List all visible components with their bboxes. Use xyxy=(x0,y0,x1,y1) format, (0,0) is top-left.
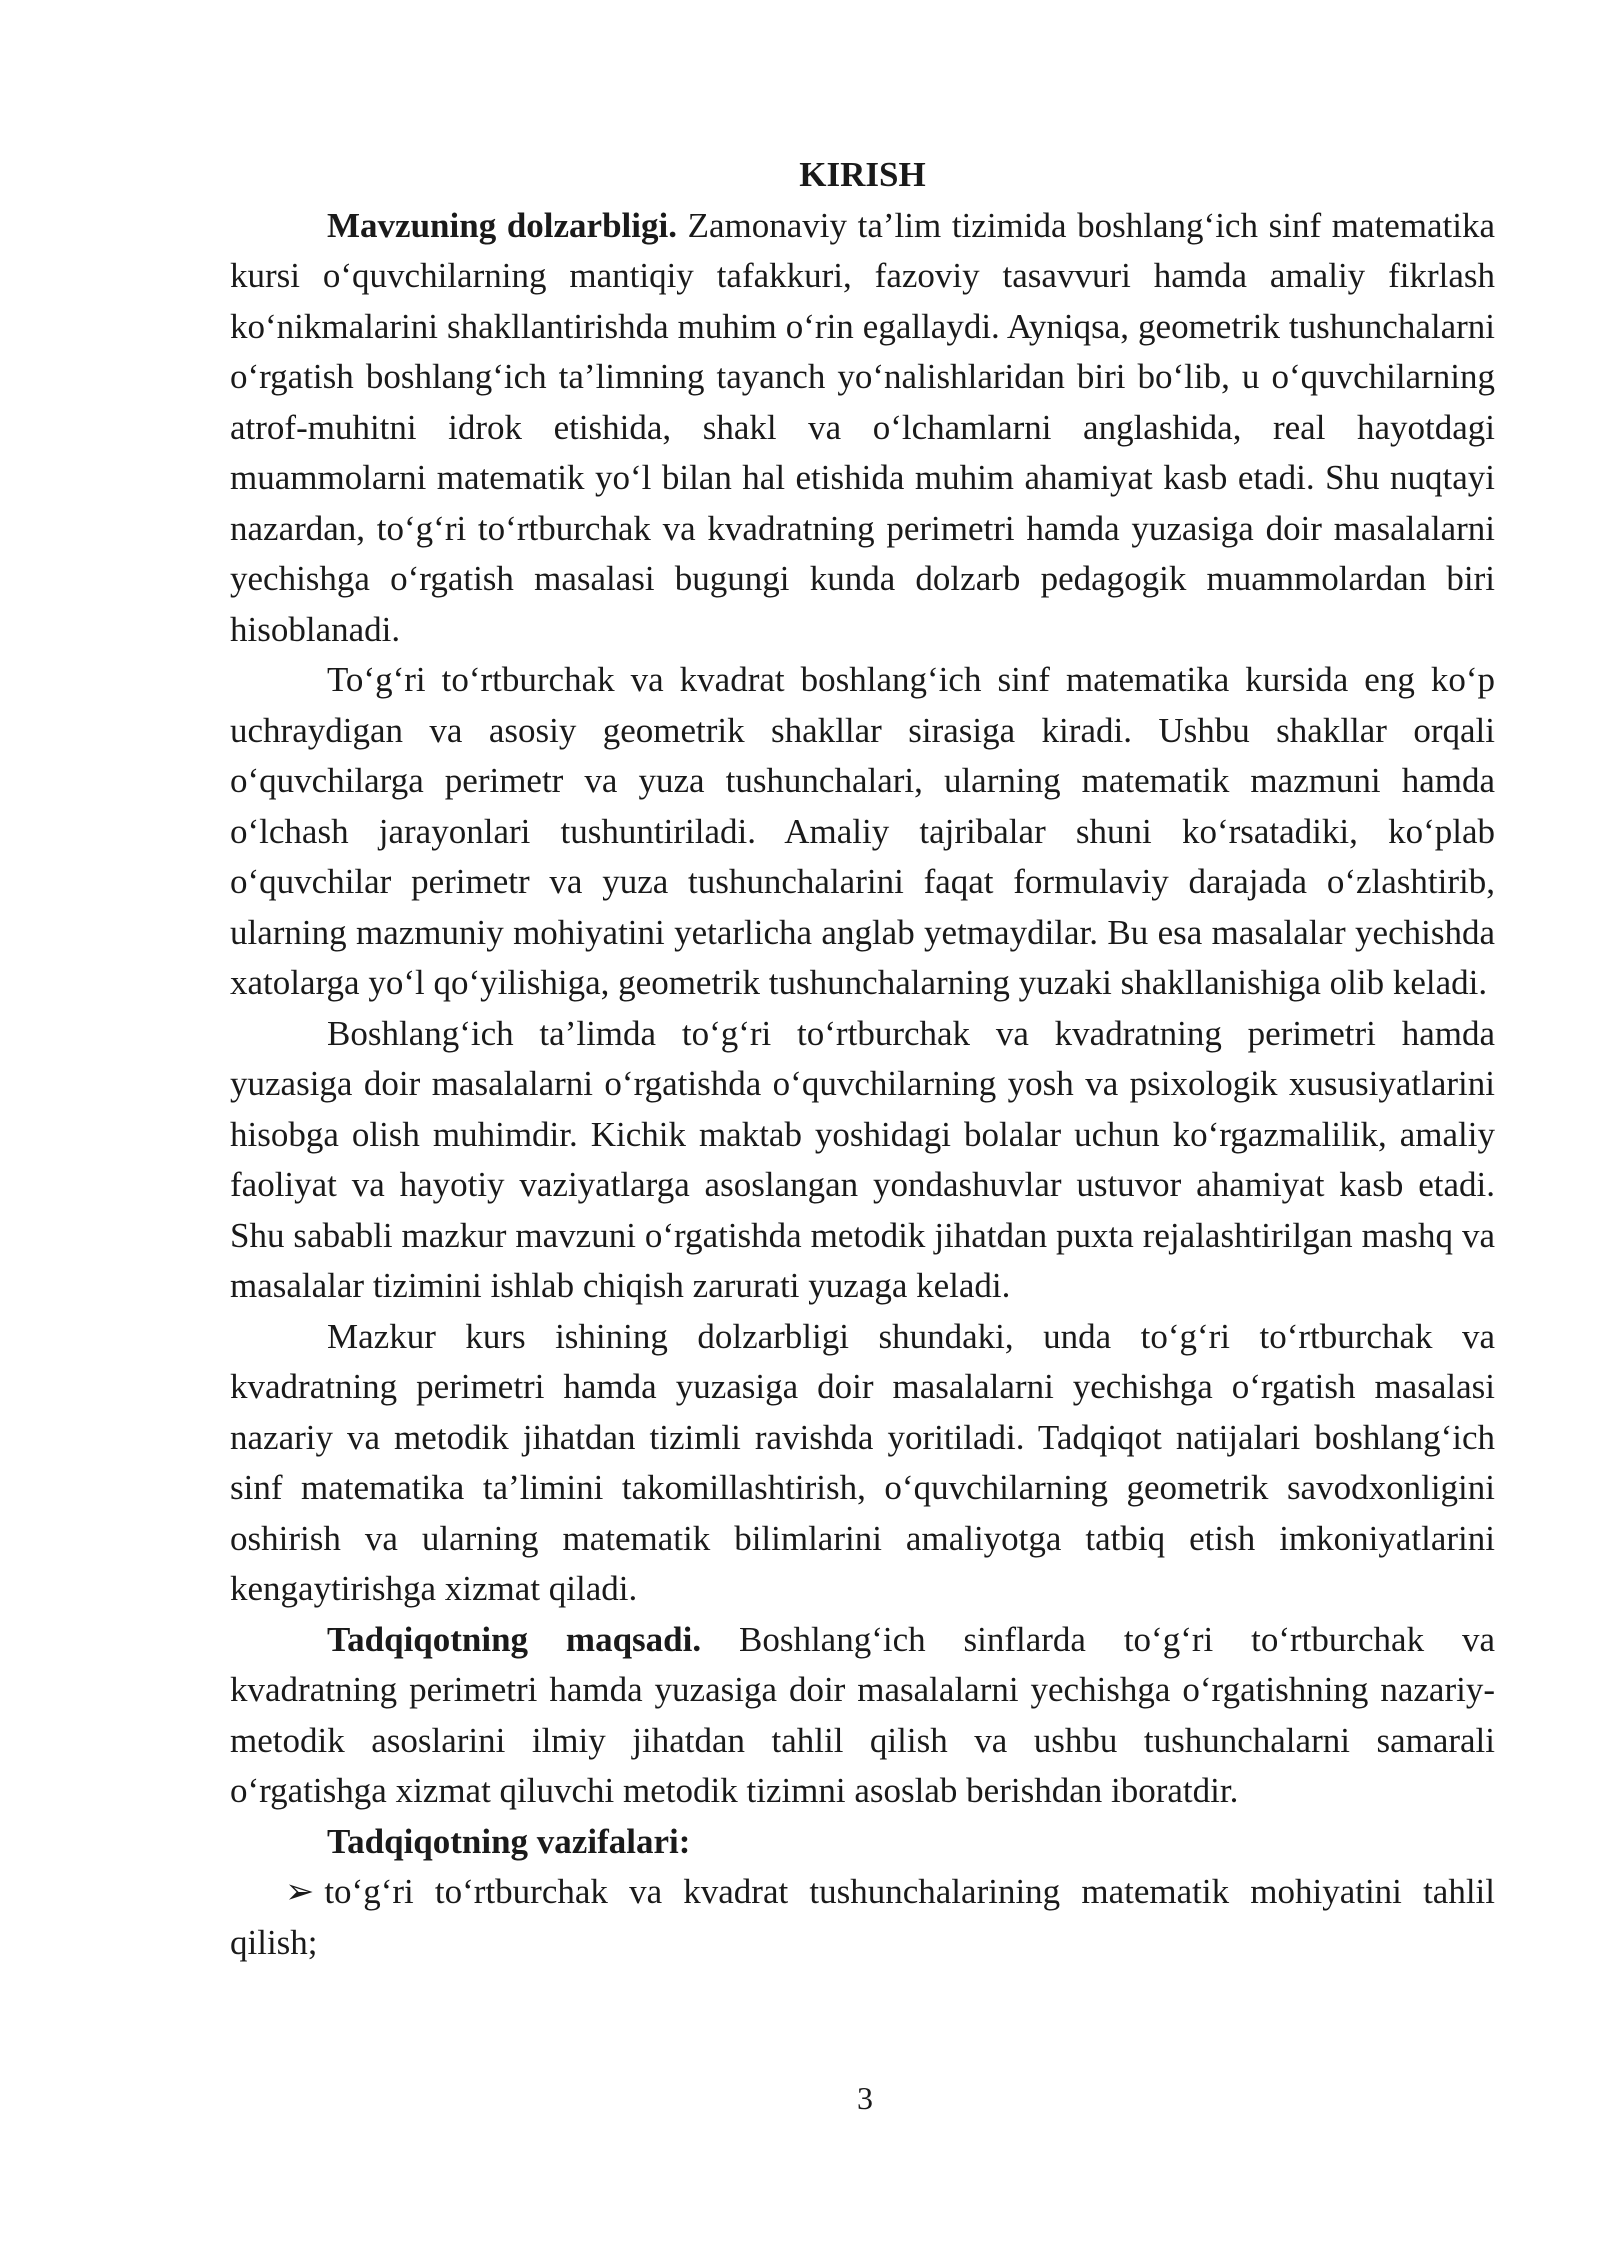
tasks-heading: Tadqiqotning vazifalari: xyxy=(327,1821,691,1861)
paragraph-course-relevance: Mazkur kurs ishining dolzarbligi shundaki, unda to‘g‘ri to‘rtburchak va kvadratning perimetri hamda yuzasiga doir masalalarni yechishga o‘rgatish masalasi nazariy va metodik jihatdan tizimli ravishda yoritiladi. Tadqiqot natijalari boshlang‘ich sinf matematika ta’limini takomillashtirish, o‘quvchilarning geometrik savodxonligini oshirish va ularning matematik bilimlarini amaliyotga tatbiq etish imkoniyatlarini kengaytirishga xizmat qiladi. xyxy=(230,1316,1495,1608)
document-page xyxy=(230,150,1495,1968)
paragraph-shapes: To‘g‘ri to‘rtburchak va kvadrat boshlang‘ich sinf matematika kursida eng ko‘p uchraydigan va asosiy geometrik shakllar sirasiga kiradi. Ushbu shakllar orqali o‘quvchilarga perimetr va yuza tushunchalari, ularning matematik mazmuni hamda o‘lchash jarayonlari tushuntiriladi. Amaliy tajribalar shuni ko‘rsatadiki, ko‘plab o‘quvchilar perimetr va yuza tushunchalarini faqat formulaviy darajada o‘zlashtirib, ularning mazmuniy mohiyatini yetarlicha anglab yetmaydilar. Bu esa masalalar yechishda xatolarga yo‘l qo‘yilishiga, geometrik tushunchalarning yuzaki shakllanishiga olib keladi. xyxy=(230,660,1495,1002)
paragraph-relevance xyxy=(230,201,1495,656)
paragraph-text: Zamonaviy ta’lim tizimida boshlang‘ich sinf matematika kursi o‘quvchilarning mantiqiy tafakkuri, fazoviy tasavvuri hamda amaliy fikrlash ko‘nikmalarini shakllantirishda muhim o‘rin egallaydi. Ayniqsa, geometrik tushunchalarni o‘rgatish boshlang‘ich ta’limning tayanch yo‘nalishlaridan biri bo‘lib, u o‘quvchilarning atrof-muhitni idrok etishida, shakl va o‘lchamlarni anglashida, real hayotdagi muammolarni matematik yo‘l bilan hal etishida muhim ahamiyat kasb etadi. Shu nuqtayi nazardan, to‘g‘ri to‘rtburchak va kvadratning perimetri hamda yuzasiga doir masalalarni yechishga o‘rgatish masalasi bugungi kunda dolzarb pedagogik muammolardan biri hisoblanadi. xyxy=(230,205,1495,649)
section-title: KIRISH xyxy=(799,155,926,194)
paragraph-label: Tadqiqotning maqsadi. xyxy=(327,1619,702,1659)
paragraph-research-goal xyxy=(230,1615,1495,1817)
paragraph-label: Mavzuning dolzarbligi. xyxy=(327,205,677,245)
task-list-item xyxy=(230,1867,1495,1968)
task-text: to‘g‘ri to‘rtburchak va kvadrat tushunchalarining matematik mohiyatini tahlil qilish; xyxy=(230,1872,1495,1962)
paragraph-text: Boshlang‘ich sinflarda to‘g‘ri to‘rtburchak va kvadratning perimetri hamda yuzasiga doir masalalarni yechishga o‘rgatishning nazariy-metodik asoslarini ilmiy jihatdan tahlil qilish va ushbu tushunchalarni samarali o‘rgatishga xizmat qiluvchi metodik tizimni asoslab berishdan iboratdir. xyxy=(230,1619,1495,1810)
page-number: 3 xyxy=(857,2080,873,2116)
paragraph-primary-education: Boshlang‘ich ta’limda to‘g‘ri to‘rtburchak va kvadratning perimetri hamda yuzasiga doir masalalarni o‘rgatishda o‘quvchilarning yosh va psixologik xususiyatlarini hisobga olish muhimdir. Kichik maktab yoshidagi bolalar uchun ko‘rgazmalilik, amaliy faoliyat va hayotiy vaziyatlarga asoslangan yondashuvlar ustuvor ahamiyat kasb etadi. Shu sababli mazkur mavzuni o‘rgatishda metodik jihatdan puxta rejalashtirilgan mashq va masalalar tizimini ishlab chiqish zarurati yuzaga keladi. xyxy=(230,1013,1495,1305)
arrow-bullet-icon: ➢ xyxy=(285,1872,315,1911)
